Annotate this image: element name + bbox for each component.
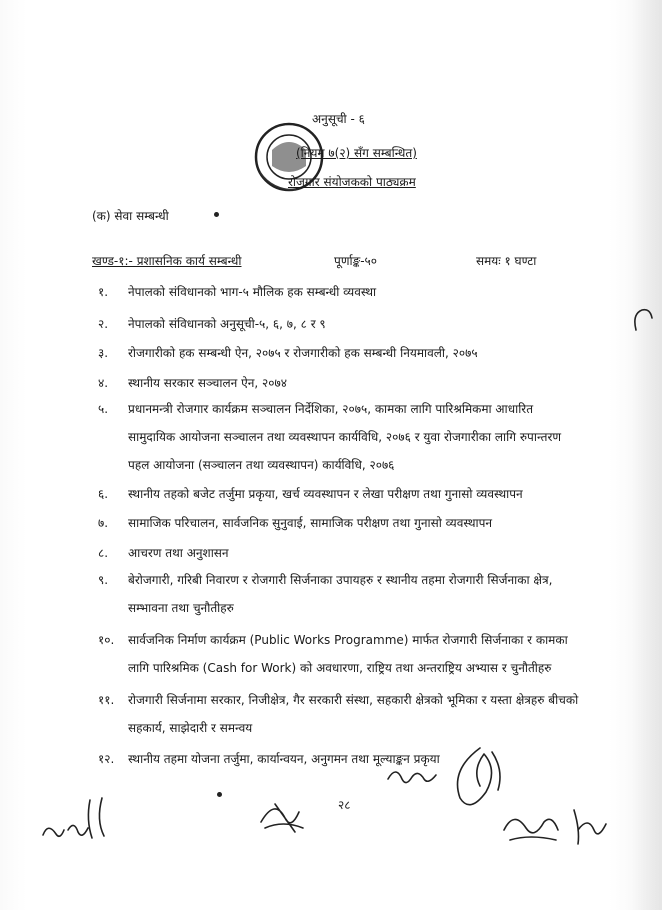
item-number: ८. — [98, 546, 109, 560]
syllabus-item — [98, 278, 568, 306]
full-marks: पूर्णाङ्क-५० — [334, 254, 378, 268]
signature-2 — [255, 792, 315, 837]
item-number: ७. — [98, 516, 109, 530]
signature-6 — [564, 800, 614, 850]
item-number: १. — [98, 285, 109, 299]
syllabus-item — [98, 626, 568, 682]
item-number: ११. — [98, 693, 115, 707]
item-text: नेपालको संविधानको भाग-५ मौलिक हक सम्बन्धी व्यवस्था — [128, 285, 377, 299]
section-label: (क) सेवा सम्बन्धी — [92, 209, 169, 223]
item-number: १०. — [98, 633, 115, 647]
syllabus-item — [98, 509, 568, 537]
item-text: स्थानीय तहको बजेट तर्जुमा प्रकृया, खर्च व्यवस्थापन र लेखा परीक्षण तथा गुनासो व्यवस्थापन — [128, 487, 523, 501]
syllabus-item — [98, 395, 568, 479]
item-number: १२. — [98, 752, 115, 766]
item-text: रोजगारीको हक सम्बन्धी ऐन, २०७५ र रोजगारीको हक सम्बन्धी नियमावली, २०७५ — [128, 346, 478, 360]
signature-5 — [496, 800, 566, 850]
time-allotted: समयः १ घण्टा — [476, 254, 537, 268]
item-text: नेपालको संविधानको अनुसूची-५, ६, ७, ८ र ९ — [128, 317, 326, 331]
ink-dot — [214, 212, 219, 217]
item-number: २. — [98, 317, 109, 331]
item-text: बेरोजगारी, गरिबी निवारण र रोजगारी सिर्जनाका उपायहरु र स्थानीय तहमा रोजगारी सिर्जनाका क्षेत्र, सम्भावना तथा चुनौतीहरु — [128, 573, 553, 615]
item-text: प्रधानमन्त्री रोजगार कार्यक्रम सञ्चालन निर्देशिका, २०७५, कामका लागि पारिश्रमिकमा आधारित सामुदायिक आयोजना सञ्चालन तथा व्यवस्थापन कार्यविधि, २०७६ र युवा रोजगारीका लागि रुपान्तरण पहल आयोजना (सञ्चालन तथा व्यवस्थापन) कार्यविधि, २०७६ — [128, 402, 562, 472]
item-text: आचरण तथा अनुशासन — [128, 546, 229, 560]
item-text: स्थानीय तहमा योजना तर्जुमा, कार्यान्वयन, अनुगमन तथा मूल्याङ्कन प्रकृया — [128, 752, 440, 766]
item-number: ४. — [98, 376, 109, 390]
syllabus-item — [98, 686, 579, 742]
syllabus-item — [98, 539, 568, 567]
syllabus-item — [98, 369, 568, 397]
item-text: सामाजिक परिचालन, सार्वजनिक सुनुवाई, सामाजिक परीक्षण तथा गुनासो व्यवस्थापन — [128, 516, 493, 530]
part-title: खण्ड-१:- प्रशासनिक कार्य सम्बन्धी — [92, 254, 242, 268]
item-text: रोजगारी सिर्जनामा सरकार, निजीक्षेत्र, गैर सरकारी संस्था, सहकारी क्षेत्रको भूमिका र यस्ता क्षेत्रहरु बीचको सहकार्य, साझेदारी र समन्वय — [128, 693, 579, 735]
page-edge-shadow — [632, 0, 662, 910]
item-number: ९. — [98, 573, 109, 587]
rule-reference: (नियम ७(२) सँग सम्बन्धित) — [296, 146, 417, 160]
item-text: सार्वजनिक निर्माण कार्यक्रम (Public Works Programme) मार्फत रोजगारी सिर्जनाका र कामका लागि पारिश्रमिक (Cash for Work) को अवधारणा, राष्ट्रिय तथा अन्तराष्ट्रिय अभ्यास र चुनौतीहरु — [128, 633, 568, 675]
ink-dot — [217, 792, 222, 797]
item-text: स्थानीय सरकार सञ्चालन ऐन, २०७४ — [128, 376, 287, 390]
syllabus-item — [98, 310, 568, 338]
annex-heading: अनुसूची - ६ — [312, 112, 365, 126]
page-number: २८ — [338, 798, 351, 812]
item-number: ६. — [98, 487, 109, 501]
syllabus-item — [98, 480, 568, 508]
syllabus-title: रोजगार संयोजकको पाठ्यक्रम — [288, 175, 416, 189]
margin-mark — [630, 300, 660, 340]
item-number: ५. — [98, 402, 109, 416]
item-number: ३. — [98, 346, 109, 360]
signature-1 — [18, 790, 128, 850]
syllabus-item — [98, 339, 568, 367]
syllabus-item — [98, 566, 568, 622]
signature-3 — [382, 755, 442, 795]
